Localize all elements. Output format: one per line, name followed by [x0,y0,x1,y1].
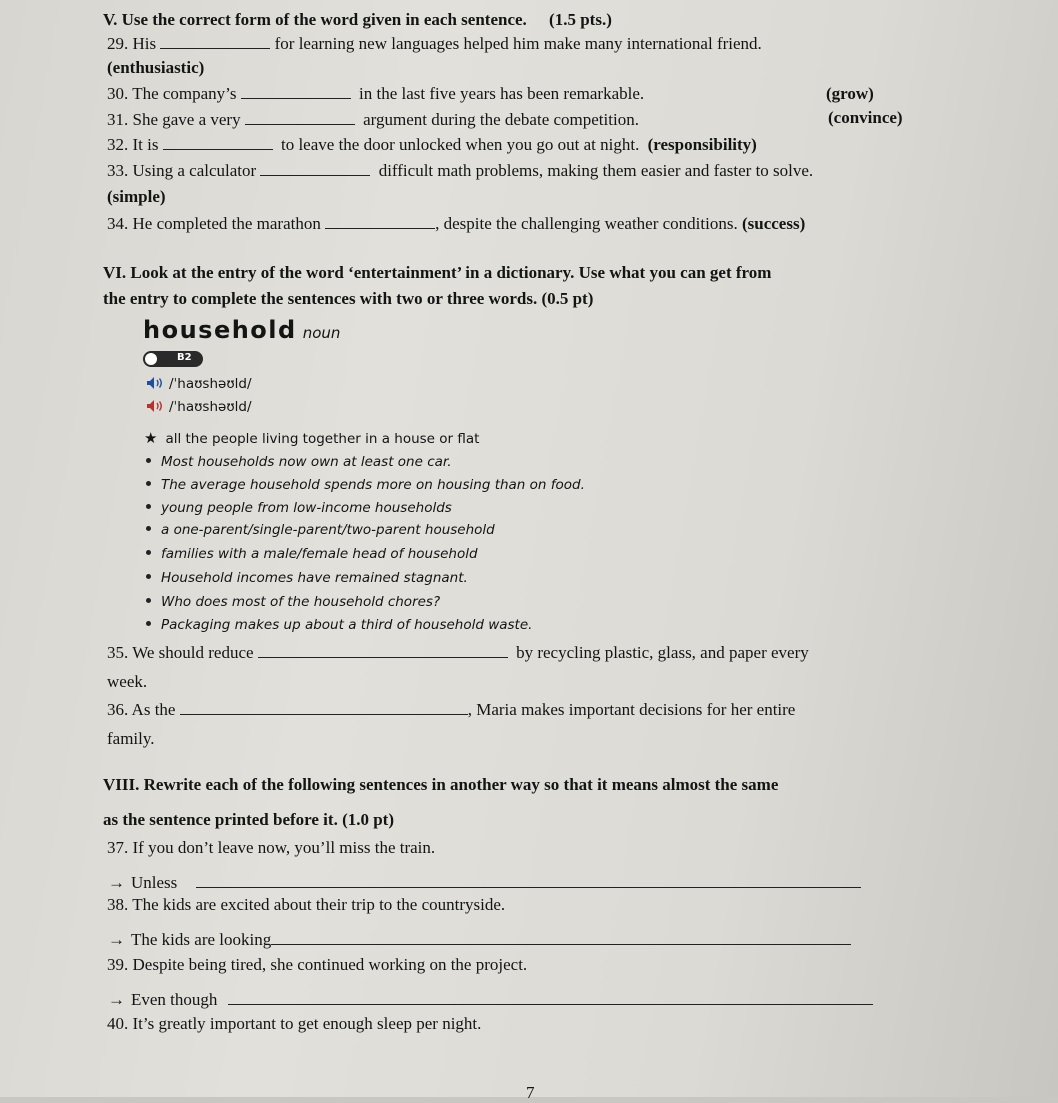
section-8-heading-line2: as the sentence printed before it. (1.0 pt) [103,810,395,829]
q30-blank[interactable] [241,84,351,99]
q35-start: 35. We should reduce [107,643,254,662]
example-text: The average household spends more on housing than on food. [161,477,585,493]
pronunciation-us[interactable] [147,397,252,417]
definition-text: all the people living together in a house or flat [165,431,480,447]
example-item [146,568,468,588]
question-33 [107,161,813,181]
q39-rewrite [108,990,873,1010]
question-38: 38. The kids are excited about their trip to the countryside. [107,895,506,914]
bullet-icon [146,526,151,531]
q31-hint: (convince) [828,108,903,127]
bullet-icon [146,481,151,486]
bullet-icon [146,550,151,555]
question-37: 37. If you don’t leave now, you’ll miss the train. [107,838,436,857]
q33-hint: (simple) [107,187,166,206]
q37-answer-line[interactable] [196,873,861,888]
q35-end: by recycling plastic, glass, and paper every [516,643,809,662]
bullet-icon [146,574,151,579]
dictionary-definition [144,428,479,449]
q37-start-words: Unless [131,873,178,892]
question-31 [107,110,639,130]
example-item [146,475,585,495]
part-of-speech: noun [302,324,341,342]
headword-text: household [143,316,297,344]
question-34 [107,214,805,234]
example-text: Household incomes have remained stagnant. [161,570,468,586]
example-text: young people from low-income households [161,500,452,516]
q30-hint: (grow) [826,84,874,103]
question-29 [107,34,762,54]
example-text: families with a male/female head of household [161,546,478,562]
q29-end: for learning new languages helped him make many international friend. [274,34,762,53]
q38-answer-line[interactable] [271,930,851,945]
q34-hint: (success) [741,214,806,233]
oxford-circle-icon [145,353,157,365]
example-item [146,498,452,518]
q30-start: 30. The company’s [107,84,237,103]
q34-end: , despite the challenging weather conditions. [435,214,738,233]
star-icon: ★ [144,429,158,447]
arrow-icon: → [108,873,125,892]
q30-end: in the last five years has been remarkable. [359,84,645,103]
example-item [146,452,452,472]
q32-blank[interactable] [163,135,273,150]
bullet-icon [146,504,151,509]
section-6-heading-line2: the entry to complete the sentences with two or three words. (0.5 pt) [103,289,594,308]
q35-continuation: week. [107,672,148,691]
example-item [146,544,478,564]
q31-blank[interactable] [245,110,355,125]
example-item [146,520,495,540]
pron-us-text: /ˈhaʊshəʊld/ [169,399,252,415]
q31-end: argument during the debate competition. [363,110,639,129]
q36-end: , Maria makes important decisions for her entire [467,700,796,719]
q33-start: 33. Using a calculator [107,161,257,180]
q34-start: 34. He completed the marathon [107,214,321,233]
example-text: Most households now own at least one car. [161,454,452,470]
pronunciation-uk[interactable] [147,374,252,394]
section-5-points: (1.5 pts.) [549,10,612,29]
section-8-heading-line1: VIII. Rewrite each of the following sentences in another way so that it means almost the same [103,775,779,794]
arrow-icon: → [108,930,125,949]
question-30 [107,84,644,104]
q29-start: 29. His [107,34,157,53]
section-6-heading-line1: VI. Look at the entry of the word ‘entertainment’ in a dictionary. Use what you can get from [103,263,772,282]
question-39: 39. Despite being tired, she continued working on the project. [107,955,528,974]
question-35 [107,643,809,663]
level-label: B2 [177,352,192,363]
q33-blank[interactable] [260,161,370,176]
q36-start: 36. As the [107,700,176,719]
q37-rewrite [108,873,861,893]
bullet-icon [146,621,151,626]
example-text: a one-parent/single-parent/two-parent household [161,522,495,538]
pron-uk-text: /ˈhaʊshəʊld/ [169,376,252,392]
q29-hint: (enthusiastic) [107,58,205,77]
q36-blank[interactable] [180,700,468,715]
q32-end: to leave the door unlocked when you go out at night. [280,135,640,154]
dictionary-headword [143,316,340,347]
example-item [146,615,532,635]
arrow-icon: → [108,990,125,1009]
speaker-icon[interactable] [147,377,163,389]
example-item [146,592,440,612]
q34-blank[interactable] [325,214,435,229]
example-text: Who does most of the household chores? [161,594,441,610]
example-text: Packaging makes up about a third of household waste. [161,617,533,633]
q31-start: 31. She gave a very [107,110,241,129]
page-number: 7 [526,1083,535,1102]
q32-start: 32. It is [107,135,159,154]
section-5-heading [103,10,612,30]
q38-start-words: The kids are looking [131,930,272,949]
question-40: 40. It’s greatly important to get enough sleep per night. [107,1014,482,1033]
q39-answer-line[interactable] [228,990,873,1005]
speaker-icon[interactable] [147,400,163,412]
cefr-level-badge [143,351,203,367]
question-36 [107,700,795,720]
question-32 [107,135,757,155]
q33-end: difficult math problems, making them easier and faster to solve. [378,161,814,180]
bullet-icon [146,458,151,463]
q29-blank[interactable] [160,34,270,49]
q32-hint: (responsibility) [647,135,757,154]
section-5-title: V. Use the correct form of the word given in each sentence. [103,10,527,29]
q36-continuation: family. [107,729,155,748]
q35-blank[interactable] [258,643,508,658]
q38-rewrite [108,930,851,950]
bullet-icon [146,598,151,603]
q39-start-words: Even though [131,990,218,1009]
